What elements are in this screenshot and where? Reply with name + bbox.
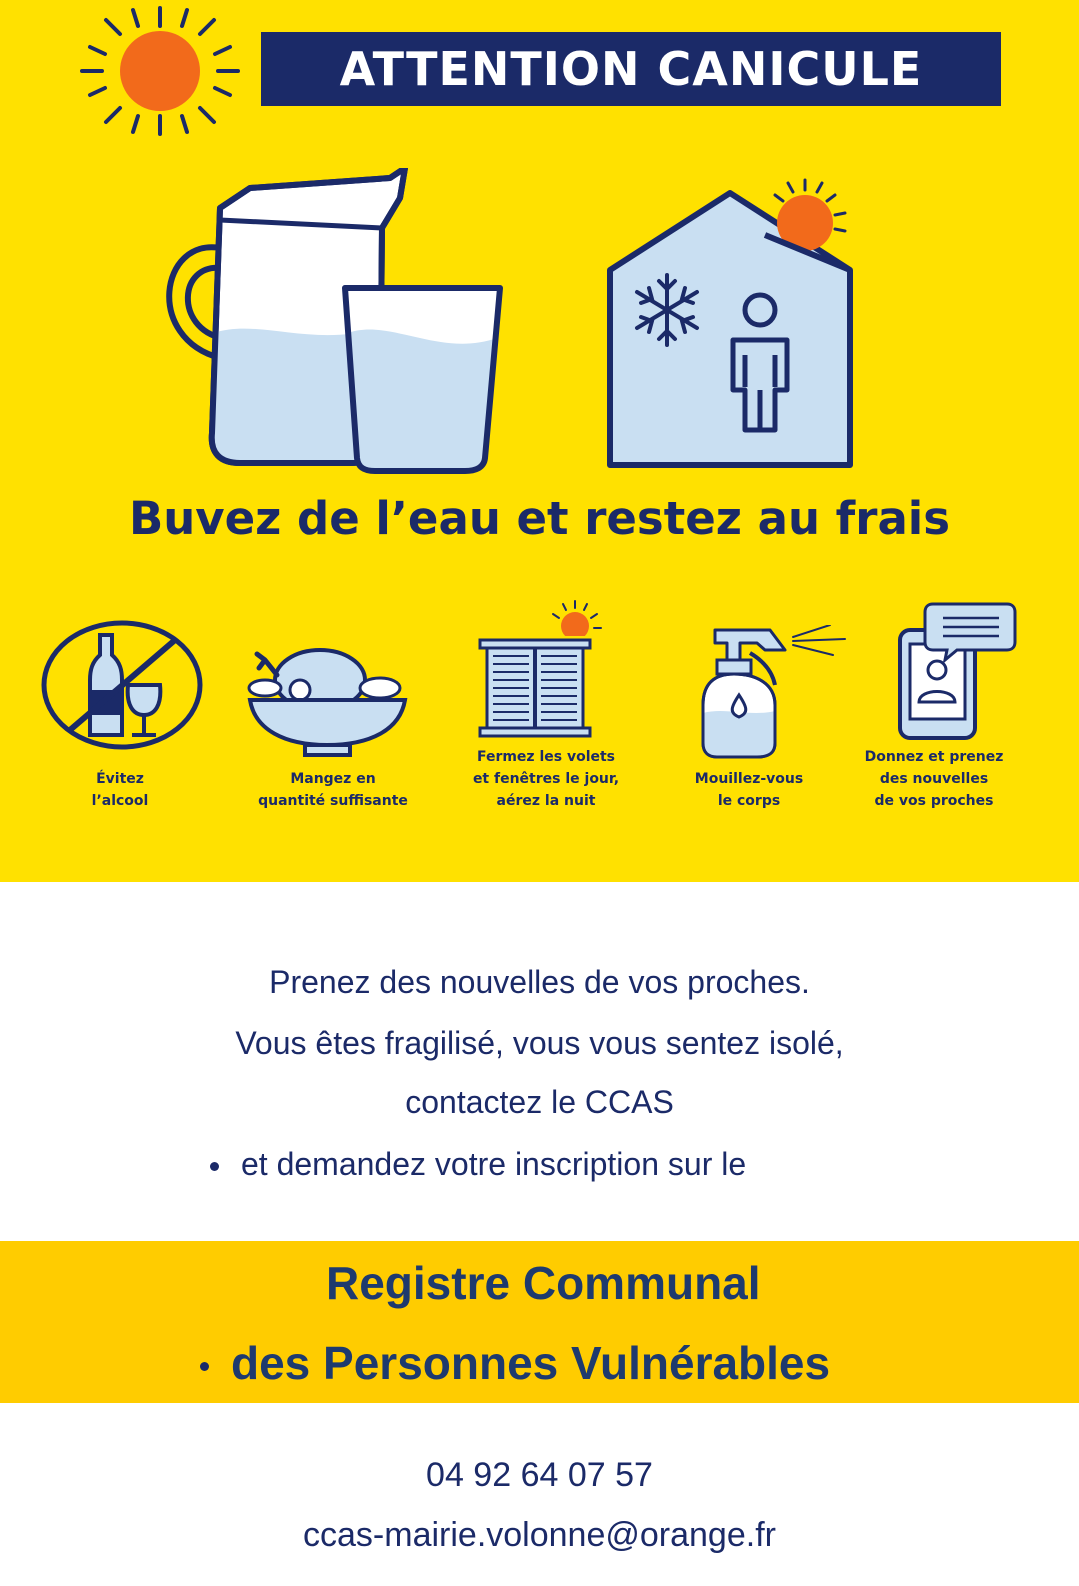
food-bowl-icon bbox=[245, 640, 415, 760]
message-line-4-text: et demandez votre inscription sur le bbox=[241, 1146, 747, 1182]
message-line-2: Vous êtes fragilisé, vous vous sentez isolé, bbox=[235, 1025, 844, 1061]
phone-message-icon bbox=[895, 598, 1020, 743]
shutters-icon bbox=[475, 598, 615, 743]
register-line-2-text: des Personnes Vulnérables bbox=[231, 1337, 831, 1389]
tip-label: Évitez l’alcool bbox=[91, 771, 149, 809]
water-pitcher-icon bbox=[150, 168, 510, 478]
email-address[interactable]: ccas-mairie.volonne@orange.fr bbox=[303, 1516, 776, 1554]
message-line-3: contactez le CCAS bbox=[405, 1084, 674, 1120]
sun-icon bbox=[78, 2, 243, 140]
tip-label: Donnez et prenez des nouvelles de vos proches bbox=[864, 749, 1004, 809]
register-line-1: Registre Communal bbox=[326, 1257, 761, 1309]
headline: Buvez de l’eau et restez au frais bbox=[128, 492, 951, 545]
tip-label: Fermez les volets et fenêtres le jour, aérez la nuit bbox=[472, 749, 620, 809]
banner-title: ATTENTION CANICULE bbox=[261, 32, 1001, 106]
tip-label: Mangez en quantité suffisante bbox=[258, 771, 408, 809]
cool-house-icon bbox=[605, 175, 865, 475]
phone-number: 04 92 64 07 57 bbox=[426, 1456, 653, 1494]
no-alcohol-icon bbox=[40, 620, 205, 750]
spray-bottle-icon bbox=[695, 625, 855, 765]
bullet bbox=[210, 1162, 219, 1171]
message-line-1: Prenez des nouvelles de vos proches. bbox=[269, 964, 810, 1000]
tip-label: Mouillez-vous le corps bbox=[694, 771, 804, 809]
message-line-4 bbox=[210, 1146, 746, 1183]
register-line-2 bbox=[200, 1336, 830, 1390]
bullet bbox=[200, 1362, 209, 1371]
